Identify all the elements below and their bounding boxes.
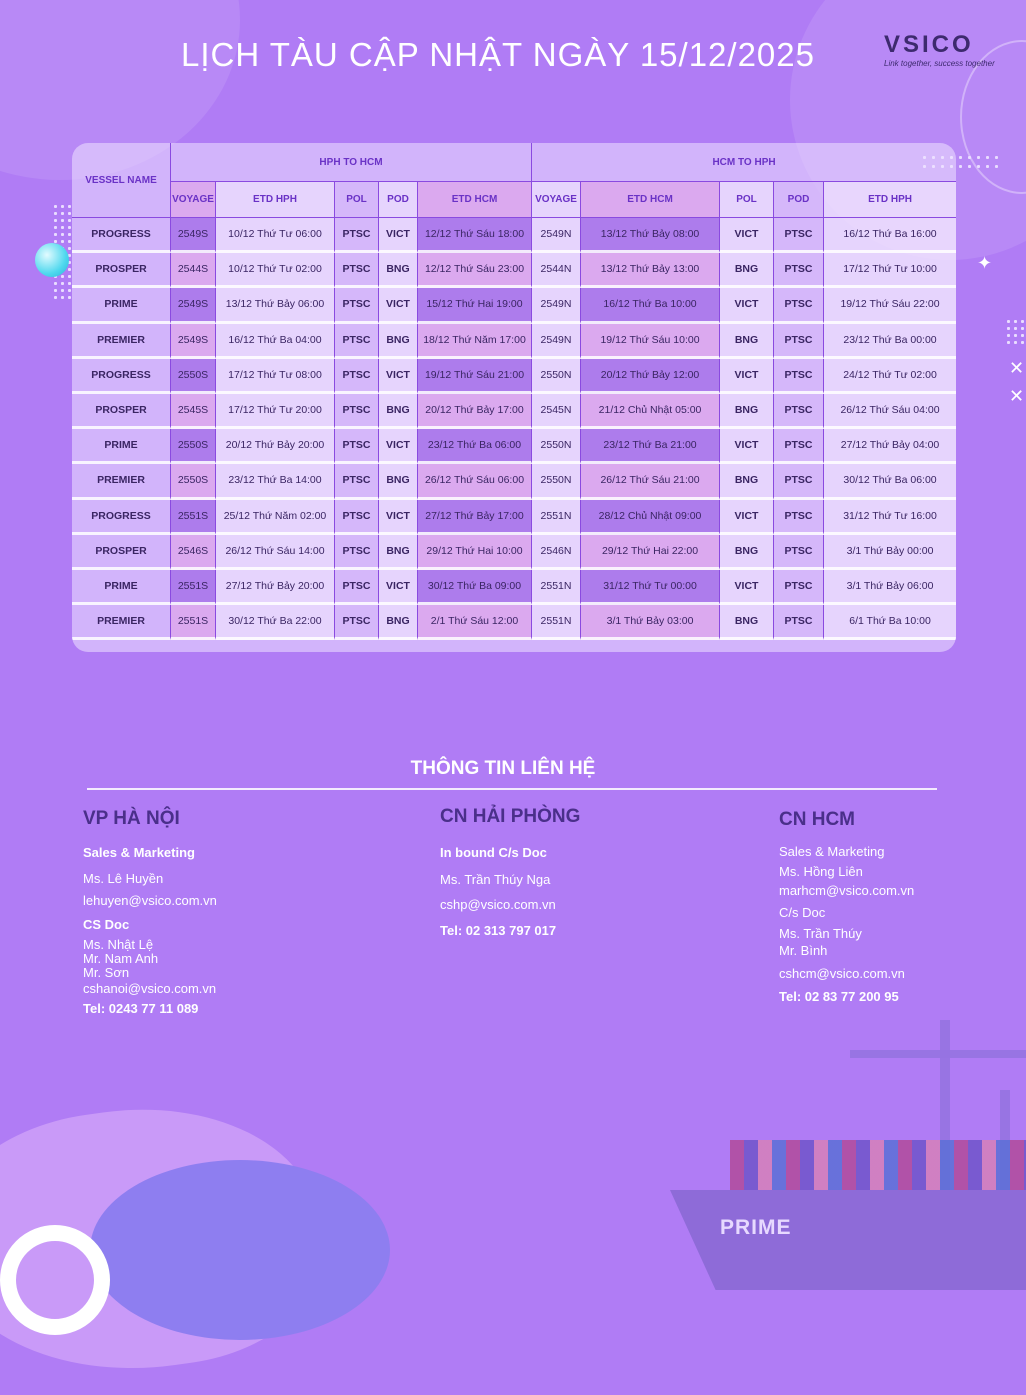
contact-email[interactable]: cshanoi@vsico.com.vn xyxy=(83,981,217,996)
table-cell: 2546N xyxy=(531,535,580,570)
table-cell: 2545S xyxy=(170,394,215,429)
table-row xyxy=(72,394,956,429)
crane-icon xyxy=(850,1050,1026,1058)
table-cell: 2550S xyxy=(170,464,215,499)
office-heading: CN HẢI PHÒNG xyxy=(440,806,581,827)
contact-hanoi xyxy=(83,808,383,1028)
department-label: In bound C/s Doc xyxy=(440,845,547,860)
table-cell: BNG xyxy=(378,605,417,640)
table-cell: 26/12 Thứ Sáu 04:00 xyxy=(823,394,956,429)
table-cell: 24/12 Thứ Tư 02:00 xyxy=(823,359,956,394)
table-cell: 23/12 Thứ Ba 14:00 xyxy=(215,464,334,499)
containers-icon xyxy=(730,1140,1026,1195)
office-heading: VP HÀ NỘI xyxy=(83,808,180,829)
ship-hull xyxy=(670,1190,1026,1290)
table-cell: PTSC xyxy=(334,429,378,464)
container-ship-illustration xyxy=(670,1180,1026,1290)
table-cell: 2549S xyxy=(170,324,215,359)
contact-tel[interactable]: Tel: 02 313 797 017 xyxy=(440,923,557,938)
table-cell: 2545N xyxy=(531,394,580,429)
table-row xyxy=(72,324,956,359)
table-cell: 13/12 Thứ Bảy 08:00 xyxy=(580,218,719,253)
table-cell: PTSC xyxy=(334,464,378,499)
table-cell: BNG xyxy=(719,253,773,288)
table-cell: 10/12 Thứ Tư 02:00 xyxy=(215,253,334,288)
table-cell: 13/12 Thứ Bảy 06:00 xyxy=(215,288,334,323)
table-cell: 2546S xyxy=(170,535,215,570)
department-label: Sales & Marketing xyxy=(779,844,885,859)
table-cell: 13/12 Thứ Bảy 13:00 xyxy=(580,253,719,288)
table-cell: BNG xyxy=(719,464,773,499)
vessel-name-cell: PREMIER xyxy=(72,464,170,499)
table-cell: VICT xyxy=(378,288,417,323)
table-cell: PTSC xyxy=(773,218,823,253)
contact-name: Ms. Lê Huyền xyxy=(83,871,164,886)
table-cell: 2551N xyxy=(531,500,580,535)
table-cell: 17/12 Thứ Tư 10:00 xyxy=(823,253,956,288)
table-cell: 2549N xyxy=(531,324,580,359)
table-cell: 16/12 Thứ Ba 10:00 xyxy=(580,288,719,323)
table-cell: 2550N xyxy=(531,464,580,499)
contact-name: Mr. Bình xyxy=(779,943,828,958)
column-header: ETD HPH xyxy=(823,182,956,218)
table-cell: 31/12 Thứ Tư 00:00 xyxy=(580,570,719,605)
table-row xyxy=(72,429,956,464)
page-title: LỊCH TÀU CẬP NHẬT NGÀY 15/12/2025 xyxy=(180,36,815,73)
contact-email[interactable]: cshp@vsico.com.vn xyxy=(440,897,556,912)
table-cell: 3/1 Thứ Bảy 06:00 xyxy=(823,570,956,605)
vessel-name-header: VESSEL NAME xyxy=(72,143,170,218)
table-cell: 6/1 Thứ Ba 10:00 xyxy=(823,605,956,640)
glow-orb-icon xyxy=(35,243,69,277)
table-cell: 12/12 Thứ Sáu 18:00 xyxy=(417,218,531,253)
contact-tel[interactable]: Tel: 02 83 77 200 95 xyxy=(779,989,899,1004)
vsico-logo xyxy=(884,31,1000,68)
contact-email[interactable]: lehuyen@vsico.com.vn xyxy=(83,893,217,908)
table-cell: 10/12 Thứ Tư 06:00 xyxy=(215,218,334,253)
vessel-name-cell: PROGRESS xyxy=(72,359,170,394)
vessel-name-cell: PROGRESS xyxy=(72,500,170,535)
vessel-name-cell: PRIME xyxy=(72,288,170,323)
table-cell: 27/12 Thứ Bảy 20:00 xyxy=(215,570,334,605)
table-cell: 15/12 Thứ Hai 19:00 xyxy=(417,288,531,323)
table-cell: 23/12 Thứ Ba 06:00 xyxy=(417,429,531,464)
column-header: VOYAGE xyxy=(170,182,215,218)
table-cell: 31/12 Thứ Tư 16:00 xyxy=(823,500,956,535)
table-cell: 2551N xyxy=(531,570,580,605)
table-cell: 20/12 Thứ Bảy 17:00 xyxy=(417,394,531,429)
table-cell: 16/12 Thứ Ba 16:00 xyxy=(823,218,956,253)
table-cell: PTSC xyxy=(773,429,823,464)
x-mark-icon: ✕ xyxy=(1009,358,1025,378)
table-cell: 2549N xyxy=(531,218,580,253)
department-label: Sales & Marketing xyxy=(83,845,195,860)
table-cell: 2/1 Thứ Sáu 12:00 xyxy=(417,605,531,640)
table-cell: 30/12 Thứ Ba 22:00 xyxy=(215,605,334,640)
table-cell: 2551S xyxy=(170,605,215,640)
vessel-name-cell: PRIME xyxy=(72,429,170,464)
table-cell: 19/12 Thứ Sáu 21:00 xyxy=(417,359,531,394)
table-cell: PTSC xyxy=(773,359,823,394)
contact-tel[interactable]: Tel: 0243 77 11 089 xyxy=(83,1001,199,1016)
column-header: POL xyxy=(719,182,773,218)
contact-divider xyxy=(87,788,937,790)
table-cell: PTSC xyxy=(334,324,378,359)
table-cell: PTSC xyxy=(773,253,823,288)
table-cell: VICT xyxy=(719,429,773,464)
table-cell: 29/12 Thứ Hai 10:00 xyxy=(417,535,531,570)
table-cell: BNG xyxy=(378,253,417,288)
table-cell: PTSC xyxy=(773,605,823,640)
table-cell: PTSC xyxy=(334,253,378,288)
contact-name: Ms. Trần Thúy Nga xyxy=(440,872,551,887)
table-cell: VICT xyxy=(719,570,773,605)
table-row xyxy=(72,218,956,253)
x-mark-icon: ✕ xyxy=(1009,386,1025,406)
contact-title: THÔNG TIN LIÊN HỆ xyxy=(410,758,596,779)
table-cell: 26/12 Thứ Sáu 21:00 xyxy=(580,464,719,499)
table-cell: PTSC xyxy=(334,288,378,323)
column-header: ETD HCM xyxy=(417,182,531,218)
table-cell: 30/12 Thứ Ba 09:00 xyxy=(417,570,531,605)
table-cell: 16/12 Thứ Ba 04:00 xyxy=(215,324,334,359)
table-cell: 23/12 Thứ Ba 21:00 xyxy=(580,429,719,464)
table-cell: BNG xyxy=(378,324,417,359)
table-cell: PTSC xyxy=(334,570,378,605)
table-cell: BNG xyxy=(719,394,773,429)
table-cell: 29/12 Thứ Hai 22:00 xyxy=(580,535,719,570)
table-cell: 18/12 Thứ Năm 17:00 xyxy=(417,324,531,359)
department-label: C/s Doc xyxy=(779,905,826,920)
table-cell: 2550S xyxy=(170,429,215,464)
column-header: VOYAGE xyxy=(531,182,580,218)
table-cell: VICT xyxy=(719,218,773,253)
logo-mark: VSICO xyxy=(884,31,974,58)
sparkle-icon: ✦ xyxy=(977,253,993,273)
table-cell: 3/1 Thứ Bảy 00:00 xyxy=(823,535,956,570)
table-cell: PTSC xyxy=(334,218,378,253)
table-cell: 20/12 Thứ Bảy 20:00 xyxy=(215,429,334,464)
table-cell: PTSC xyxy=(773,288,823,323)
table-cell: 26/12 Thứ Sáu 06:00 xyxy=(417,464,531,499)
table-cell: 2551S xyxy=(170,570,215,605)
table-cell: VICT xyxy=(378,218,417,253)
table-cell: BNG xyxy=(719,605,773,640)
table-cell: 25/12 Thứ Năm 02:00 xyxy=(215,500,334,535)
table-cell: 17/12 Thứ Tư 08:00 xyxy=(215,359,334,394)
table-cell: PTSC xyxy=(334,359,378,394)
vessel-name-cell: PROSPER xyxy=(72,535,170,570)
column-header: POD xyxy=(378,182,417,218)
vessel-name-cell: PRIME xyxy=(72,570,170,605)
table-row xyxy=(72,288,956,323)
table-row xyxy=(72,535,956,570)
table-cell: 12/12 Thứ Sáu 23:00 xyxy=(417,253,531,288)
table-row xyxy=(72,359,956,394)
table-row xyxy=(72,500,956,535)
direction-header-hph-hcm: HPH TO HCM xyxy=(170,143,531,182)
table-cell: 17/12 Thứ Tư 20:00 xyxy=(215,394,334,429)
table-cell: 2544N xyxy=(531,253,580,288)
table-cell: 26/12 Thứ Sáu 14:00 xyxy=(215,535,334,570)
contact-hcm xyxy=(779,809,1019,1009)
table-cell: 2550N xyxy=(531,429,580,464)
schedule-table xyxy=(72,143,956,640)
column-header: POL xyxy=(334,182,378,218)
table-cell: 21/12 Chủ Nhật 05:00 xyxy=(580,394,719,429)
table-cell: BNG xyxy=(719,324,773,359)
table-cell: BNG xyxy=(378,535,417,570)
table-cell: PTSC xyxy=(334,605,378,640)
table-row xyxy=(72,253,956,288)
table-cell: VICT xyxy=(719,288,773,323)
column-header: ETD HPH xyxy=(215,182,334,218)
contact-name: Mr. Nam Anh xyxy=(83,951,159,966)
schedule-table-card xyxy=(72,143,956,652)
table-cell: 2549N xyxy=(531,288,580,323)
table-cell: VICT xyxy=(719,359,773,394)
table-cell: PTSC xyxy=(773,394,823,429)
table-cell: PTSC xyxy=(773,464,823,499)
table-cell: 19/12 Thứ Sáu 10:00 xyxy=(580,324,719,359)
contact-name: Ms. Nhật Lệ xyxy=(83,937,154,952)
table-cell: 27/12 Thứ Bảy 17:00 xyxy=(417,500,531,535)
ring-decoration xyxy=(0,1225,110,1335)
table-row xyxy=(72,570,956,605)
table-cell: PTSC xyxy=(773,535,823,570)
column-header: ETD HCM xyxy=(580,182,719,218)
vessel-name-cell: PREMIER xyxy=(72,324,170,359)
contact-name: Ms. Trần Thúy xyxy=(779,926,862,941)
table-cell: VICT xyxy=(378,429,417,464)
table-cell: 2544S xyxy=(170,253,215,288)
table-cell: 19/12 Thứ Sáu 22:00 xyxy=(823,288,956,323)
logo-tagline: Link together, success together xyxy=(884,59,995,68)
table-cell: 2549S xyxy=(170,218,215,253)
table-cell: 30/12 Thứ Ba 06:00 xyxy=(823,464,956,499)
vessel-name-cell: PREMIER xyxy=(72,605,170,640)
contact-name: Mr. Sơn xyxy=(83,965,130,980)
table-cell: 2550S xyxy=(170,359,215,394)
bg-blob-blue xyxy=(90,1160,390,1340)
contact-email[interactable]: cshcm@vsico.com.vn xyxy=(779,966,905,981)
table-cell: PTSC xyxy=(773,324,823,359)
vessel-name-cell: PROSPER xyxy=(72,253,170,288)
table-cell: BNG xyxy=(719,535,773,570)
table-cell: 2550N xyxy=(531,359,580,394)
table-cell: PTSC xyxy=(334,535,378,570)
direction-header-hcm-hph: HCM TO HPH xyxy=(531,143,956,182)
ship-name-label: PRIME xyxy=(720,1216,792,1239)
table-cell: 3/1 Thứ Bảy 03:00 xyxy=(580,605,719,640)
table-cell: PTSC xyxy=(334,394,378,429)
table-row xyxy=(72,605,956,640)
table-cell: PTSC xyxy=(334,500,378,535)
table-cell: VICT xyxy=(378,359,417,394)
table-cell: PTSC xyxy=(773,500,823,535)
table-cell: 27/12 Thứ Bảy 04:00 xyxy=(823,429,956,464)
table-cell: 2551N xyxy=(531,605,580,640)
contact-email[interactable]: marhcm@vsico.com.vn xyxy=(779,883,915,898)
table-cell: PTSC xyxy=(773,570,823,605)
table-cell: 28/12 Chủ Nhật 09:00 xyxy=(580,500,719,535)
table-cell: VICT xyxy=(719,500,773,535)
table-cell: BNG xyxy=(378,394,417,429)
table-cell: BNG xyxy=(378,464,417,499)
contact-haiphong xyxy=(440,806,740,946)
dot-pattern-edge xyxy=(1005,318,1026,346)
office-heading: CN HCM xyxy=(779,809,855,830)
contact-name: Ms. Hồng Liên xyxy=(779,864,863,879)
table-cell: VICT xyxy=(378,570,417,605)
table-cell: 2549S xyxy=(170,288,215,323)
column-header: POD xyxy=(773,182,823,218)
table-cell: 2551S xyxy=(170,500,215,535)
table-cell: VICT xyxy=(378,500,417,535)
vessel-name-cell: PROSPER xyxy=(72,394,170,429)
department-label: CS Doc xyxy=(83,917,130,932)
table-cell: 20/12 Thứ Bảy 12:00 xyxy=(580,359,719,394)
table-cell: 23/12 Thứ Ba 00:00 xyxy=(823,324,956,359)
table-row xyxy=(72,464,956,499)
vessel-name-cell: PROGRESS xyxy=(72,218,170,253)
